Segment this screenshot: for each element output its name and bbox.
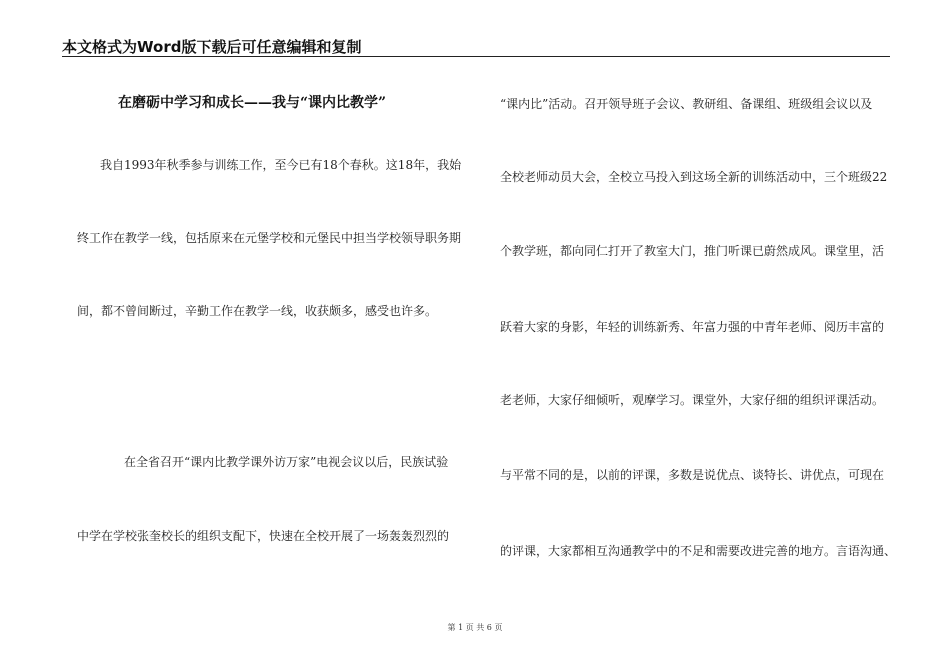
paragraph-line: 的评课，大家都相互沟通教学中的不足和需要改进完善的地方。言语沟通、 (500, 544, 897, 558)
paragraph-line: 我自1993年秋季参与训练工作，至今已有18个春秋。这18年，我始 (100, 158, 462, 172)
paragraph-line: 在全省召开“课内比教学课外访万家”电视会议以后，民族试验 (124, 455, 449, 469)
paragraph-line: 中学在学校张奎校长的组织支配下，快速在全校开展了一场轰轰烈烈的 (77, 529, 450, 543)
document-title: 在磨砺中学习和成长——我与“课内比教学” (118, 95, 387, 111)
paragraph-line: 老老师，大家仔细倾听，观摩学习。课堂外，大家仔细的组织评课活动。 (500, 393, 885, 407)
paragraph-line: 个教学班，都向同仁打开了教室大门，推门听课已蔚然成风。课堂里，活 (500, 244, 885, 258)
paragraph-line: 与平常不同的是，以前的评课，多数是说优点、谈特长、讲优点，可现在 (500, 468, 885, 482)
paragraph-line: “课内比”活动。召开领导班子会议、教研组、备课组、班级组会议以及 (500, 97, 873, 111)
header-text: 本文格式为Word版下载后可任意编辑和复制 (62, 38, 362, 56)
paragraph-line: 跃着大家的身影，年轻的训练新秀、年富力强的中青年老师、阅历丰富的 (500, 320, 885, 334)
page-header (62, 34, 890, 57)
paragraph-line: 间，都不曾间断过，辛勤工作在教学一线，收获颇多，感受也许多。 (77, 304, 438, 318)
page-number: 第 1 页 共 6 页 (447, 623, 503, 632)
paragraph-line: 全校老师动员大会，全校立马投入到这场全新的训练活动中，三个班级22 (500, 170, 888, 184)
paragraph-line: 终工作在教学一线，包括原来在元堡学校和元堡民中担当学校领导职务期 (77, 231, 462, 245)
